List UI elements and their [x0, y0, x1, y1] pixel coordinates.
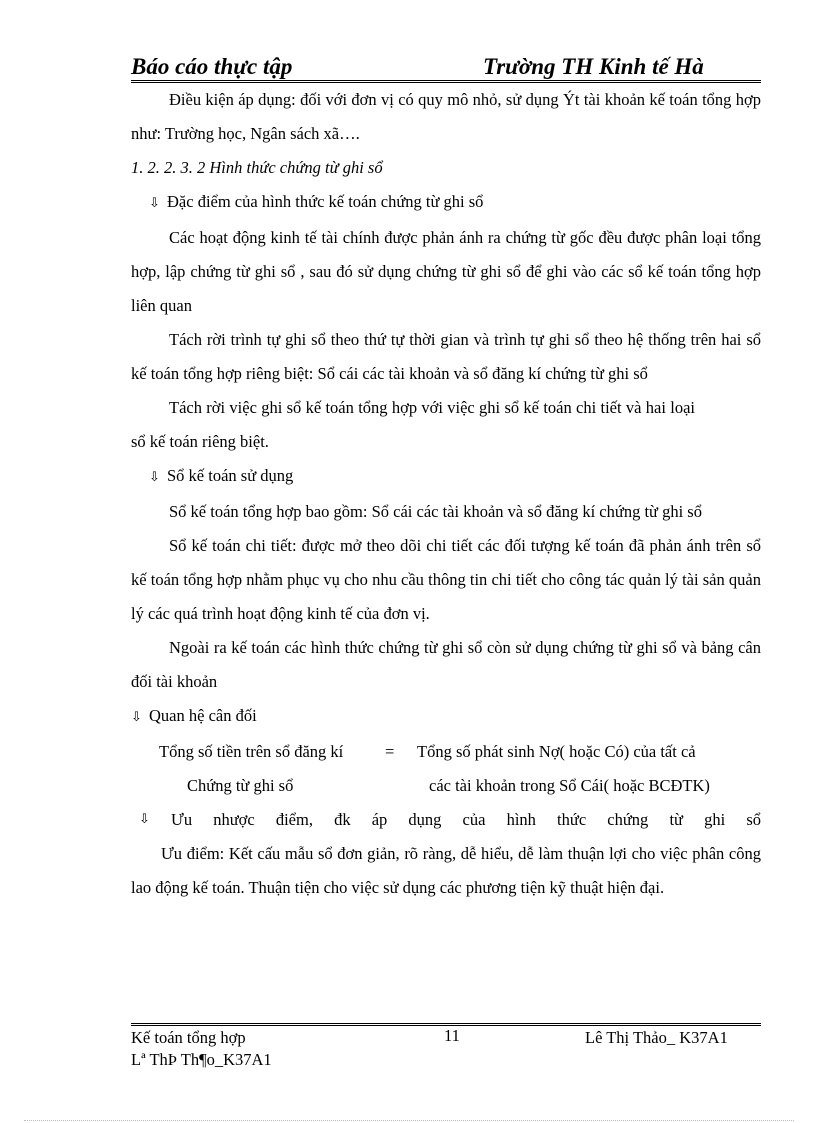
bullet-balance: [131, 699, 761, 735]
word: ghi: [704, 810, 726, 829]
footer-author-garbled: Lª ThÞ Th¶o_K37A1: [131, 1050, 272, 1069]
page-edge-divider: [24, 1120, 794, 1121]
word: áp: [371, 810, 388, 829]
paragraph-separation-detail: [131, 391, 761, 459]
paragraph-text: Tách rời việc ghi sổ kế toán tổng hợp với việc ghi sổ kế toán chi tiết và hai loại: [169, 398, 695, 417]
bullet-pros-cons: [131, 803, 761, 837]
word: dụng: [408, 810, 442, 829]
word: sổ: [746, 810, 761, 829]
equation-left-line1: Tổng số tiền trên sổ đăng kí: [159, 742, 344, 761]
down-arrow-icon: ⇩: [149, 196, 160, 211]
down-arrow-icon: ⇩: [149, 470, 160, 485]
paragraph-activities: Các hoạt động kinh tế tài chính được phản ánh ra chứng từ gốc đều được phân loại tổng hợp, lập chứng từ ghi sổ , sau đó sử dụng chứng từ ghi sổ để ghi vào các sổ kế toán tổng hợp liên quan: [131, 228, 761, 315]
bullet-books: [131, 459, 761, 495]
word: thức: [557, 810, 587, 829]
header-title: Báo cáo thực tập: [131, 54, 293, 79]
section-heading: 1. 2. 2. 3. 2 Hình thức chứng từ ghi sổ: [131, 158, 383, 177]
paragraph-advantages: Ưu điểm: Kết cấu mẫu sổ đơn giản, rõ ràng, dễ hiểu, dễ làm thuận lợi cho việc phân công lao động kế toán. Thuận tiện cho việc sử dụng các phương tiện kỹ thuật hiện đại.: [131, 844, 761, 897]
footer-author: Lê Thị Thảo_ K37A1: [585, 1028, 728, 1047]
bullet-text: Đặc điểm của hình thức kế toán chứng từ ghi sổ: [167, 192, 484, 211]
word: nhược: [213, 810, 255, 829]
balance-equation: [131, 735, 761, 803]
paragraph-text: sổ kế toán riêng biệt.: [131, 432, 269, 451]
paragraph-conditions: Điều kiện áp dụng: đối với đơn vị có quy mô nhỏ, sử dụng Ýt tài khoản kế toán tổng hợp như: Trường học, Ngân sách xã….: [131, 90, 761, 143]
word: của: [462, 810, 486, 829]
down-arrow-icon: ⇩: [131, 710, 142, 725]
document-body: [131, 83, 761, 905]
word: hình: [506, 810, 536, 829]
equation-operator: =: [385, 742, 395, 761]
paragraph-separation: Tách rời trình tự ghi sổ theo thứ tự thời gian và trình tự ghi sổ theo hệ thống trên hai sổ kế toán tổng hợp riêng biệt: Sổ cái các tài khoản và sổ đăng kí chứng từ ghi sổ: [131, 330, 761, 383]
header-school: Trường TH Kinh tế Hà: [483, 54, 704, 79]
footer-subject: Kế toán tổng hợp: [131, 1028, 246, 1047]
word: từ: [669, 810, 683, 829]
paragraph-general-books: Sổ kế toán tổng hợp bao gồm: Sổ cái các tài khoản và sổ đăng kí chứng từ ghi sổ: [169, 502, 702, 521]
paragraph-other: Ngoài ra kế toán các hình thức chứng từ ghi sổ còn sử dụng chứng từ ghi sổ và bảng cân đối tài khoản: [131, 638, 761, 691]
equation-left-line2: Chứng từ ghi sổ: [187, 776, 294, 795]
bullet-text: Sổ kế toán sử dụng: [167, 466, 294, 485]
page-number: 11: [444, 1026, 460, 1045]
word: Ưu: [171, 810, 193, 829]
equation-right-line1: Tổng số phát sinh Nợ( hoặc Có) của tất cả: [417, 742, 696, 761]
word: đk: [334, 810, 351, 829]
page-header: [131, 50, 761, 84]
bullet-text: Quan hệ cân đối: [149, 706, 257, 725]
down-arrow-icon: ⇩: [139, 812, 150, 827]
equation-right-line2: các tài khoản trong Sổ Cái( hoặc BCĐTK): [429, 776, 710, 795]
paragraph-detail-books: Sổ kế toán chi tiết: được mở theo dõi chi tiết các đối tượng kế toán đã phản ánh trên sổ kế toán tổng hợp nhằm phục vụ cho nhu cầu thông tin chi tiết cho công tác quản lý tài sản quản lý các quá trình hoạt động kinh tế của đơn vị.: [131, 536, 761, 623]
word: chứng: [607, 810, 649, 829]
word: điểm,: [275, 810, 313, 829]
bullet-features: [131, 185, 761, 221]
